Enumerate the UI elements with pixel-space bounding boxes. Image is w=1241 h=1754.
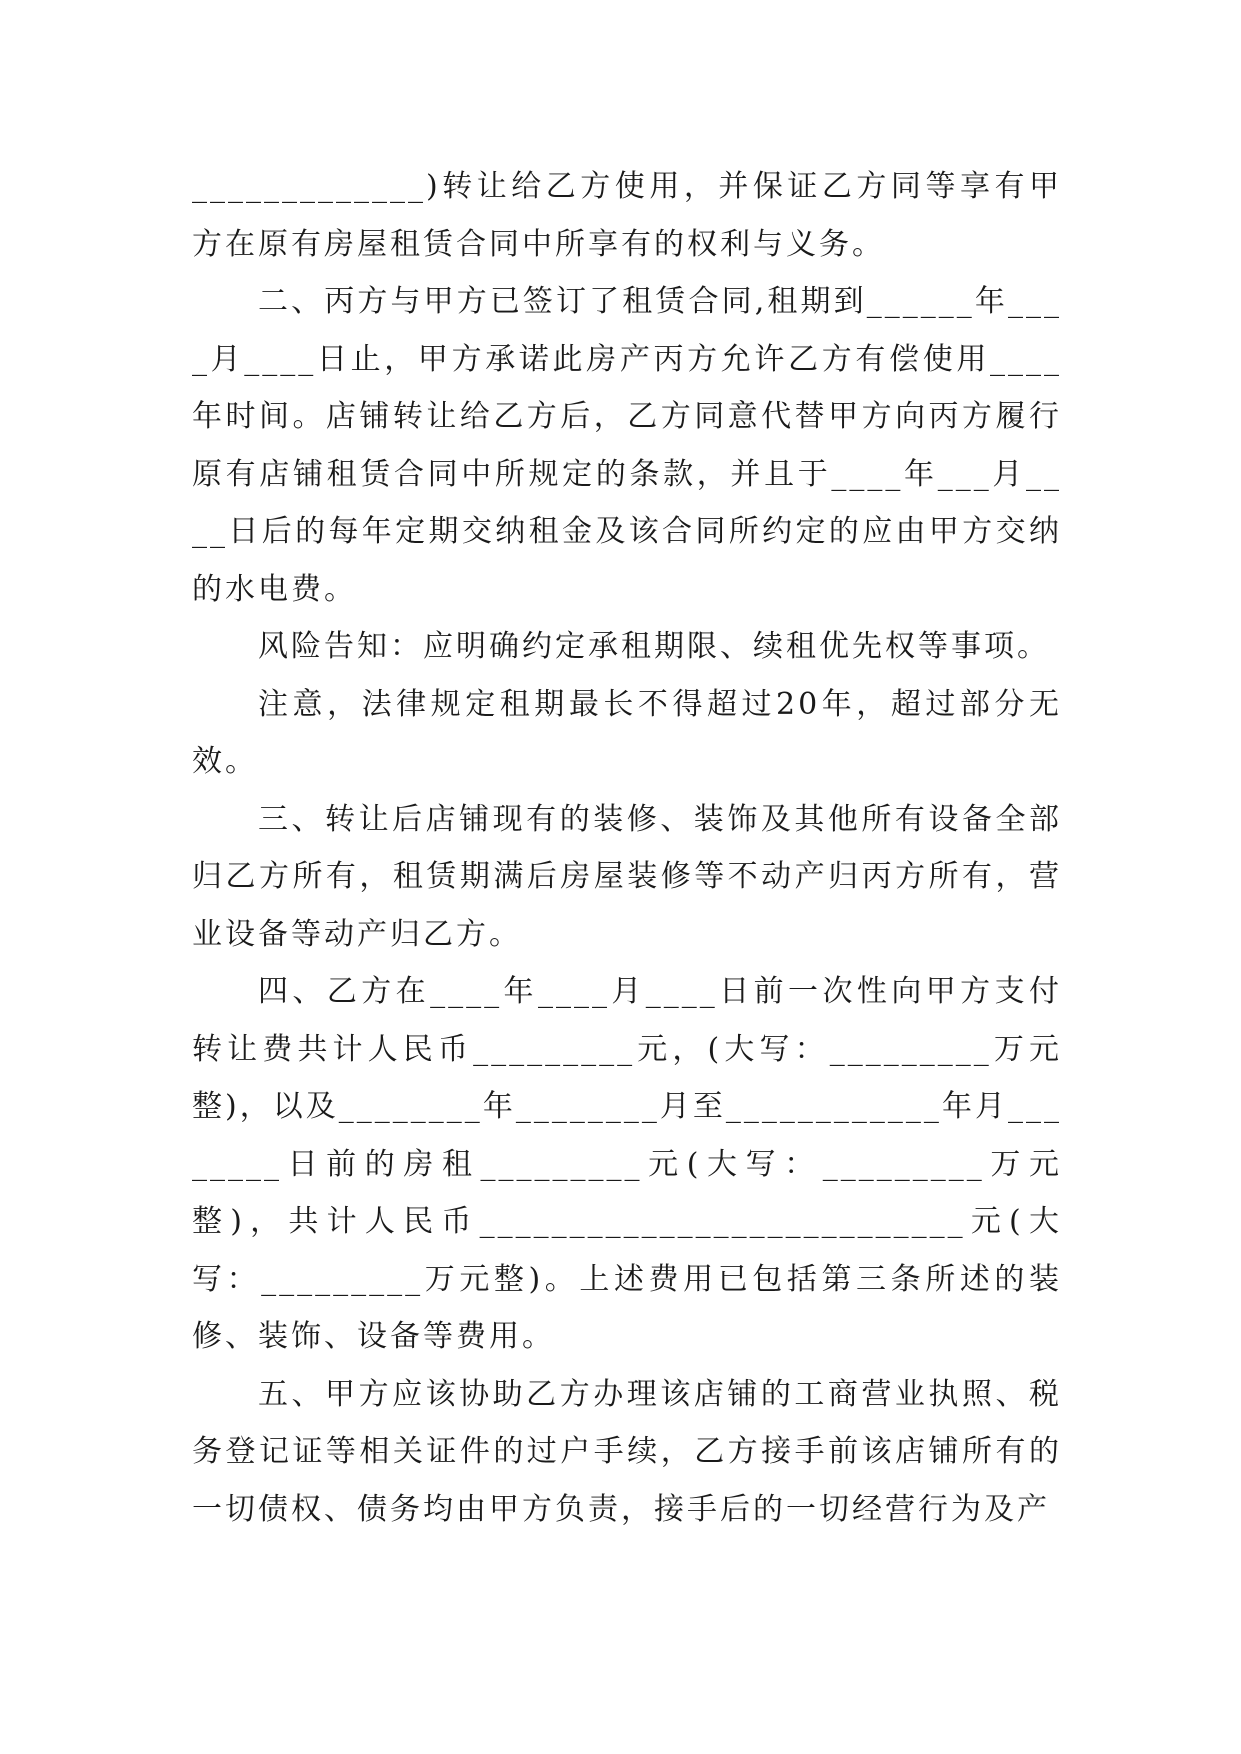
paragraph-clause-3: 三、转让后店铺现有的装修、装饰及其他所有设备全部归乙方所有，租赁期满后房屋装修等不动产归丙方所有，营业设备等动产归乙方。 xyxy=(192,801,1062,952)
paragraph-clause-5: 五、甲方应该协助乙方办理该店铺的工商营业执照、税务登记证等相关证件的过户手续，乙方接手前该店铺所有的一切债权、债务均由甲方负责，接手后的一切经营行为及产 xyxy=(192,1376,1062,1527)
document-body xyxy=(192,158,1062,1538)
paragraph-risk-notice: 风险告知：应明确约定承租期限、续租优先权等事项。 xyxy=(258,629,1050,664)
paragraph-clause-2: 二、丙方与甲方已签订了租赁合同,租期到______年____月____日止，甲方承诺此房产丙方允许乙方有偿使用____年时间。店铺转让给乙方后，乙方同意代替甲方向丙方履行原有店铺租赁合同中所规定的条款，并且于____年___月____日后的每年定期交纳租金及该合同所约定的应由甲方交纳的水电费。 xyxy=(192,284,1062,607)
paragraph-transfer-intro: _____________)转让给乙方使用，并保证乙方同等享有甲方在原有房屋租赁合同中所享有的权利与义务。 xyxy=(192,169,1062,262)
paragraph-legal-note: 注意，法律规定租期最长不得超过20年，超过部分无效。 xyxy=(192,686,1062,779)
paragraph-clause-4: 四、乙方在____年____月____日前一次性向甲方支付转让费共计人民币_________元，(大写：_________万元整)，以及________年________月至____________年月________日前的房租_________元(大写：_________万元整)，共计人民币___________________________元(大写：_________万元整)。上述费用已包括第三条所述的装修、装饰、设备等费用。 xyxy=(192,974,1062,1354)
